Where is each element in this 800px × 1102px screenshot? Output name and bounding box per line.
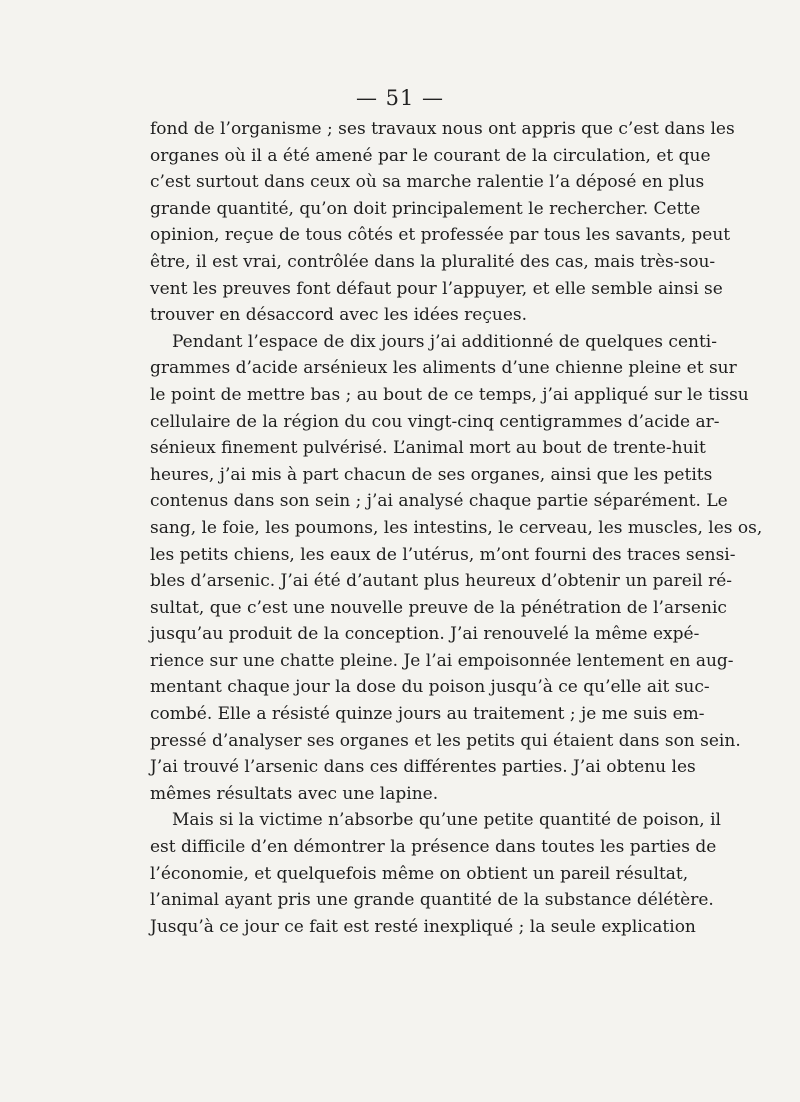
text-line: bles d’arsenic. J’ai été d’autant plus heureux d’obtenir un pareil ré-	[150, 571, 733, 592]
page-number: — 51 —	[355, 86, 445, 110]
text-line: Mais si la victime n’absorbe qu’une petite quantité de poison, il	[172, 810, 721, 831]
text-line: Pendant l’espace de dix jours j’ai additionné de quelques centi-	[172, 331, 717, 352]
text-line: est difficile d’en démontrer la présence dans toutes les parties de	[150, 837, 717, 858]
text-line: Jusqu’à ce jour ce fait est resté inexpliqué ; la seule explication	[150, 916, 696, 937]
text-line: fond de l’organisme ; ses travaux nous ont appris que c’est dans les	[150, 119, 735, 139]
text-line: mentant chaque jour la dose du poison jusqu’à ce qu’elle ait suc-	[150, 677, 710, 698]
text-line: vent les preuves font défaut pour l’appuyer, et elle semble ainsi se	[150, 278, 723, 299]
text-line: trouver en désaccord avec les idées reçues.	[150, 305, 528, 326]
text-line: contenus dans son sein ; j’ai analysé chaque partie séparément. Le	[150, 491, 728, 512]
text-line: combé. Elle a résisté quinze jours au traitement ; je me suis em-	[150, 704, 705, 725]
text-line: cellulaire de la région du cou vingt-cinq centigrammes d’acide ar-	[150, 411, 720, 432]
text-line: organes où il a été amené par le courant de la circulation, et que	[150, 145, 711, 166]
text-line: sénieux finement pulvérisé. L’animal mort au bout de trente-huit	[150, 438, 706, 459]
text-line: jusqu’au produit de la conception. J’ai renouvelé la même expé-	[150, 624, 700, 645]
text-line: le point de mettre bas ; au bout de ce temps, j’ai appliqué sur le tissu	[150, 384, 749, 405]
paragraph-1	[150, 116, 735, 329]
text-line: heures, j’ai mis à part chacun de ses organes, ainsi que les petits	[150, 464, 713, 485]
text-line: les petits chiens, les eaux de l’utérus, m’ont fourni des traces sensi-	[150, 544, 736, 565]
text-line: l’économie, et quelquefois même on obtient un pareil résultat,	[150, 863, 689, 884]
text-line: mêmes résultats avec une lapine.	[150, 783, 439, 804]
text-line: grammes d’acide arsénieux les aliments d’une chienne pleine et sur	[150, 358, 737, 379]
text-line: sultat, que c’est une nouvelle preuve de la pénétration de l’arsenic	[150, 597, 727, 618]
text-line: opinion, reçue de tous côtés et professée par tous les savants, peut	[150, 225, 731, 246]
text-line: être, il est vrai, contrôlée dans la pluralité des cas, mais très-sou-	[150, 251, 716, 272]
text-line: J’ai trouvé l’arsenic dans ces différentes parties. J’ai obtenu les	[150, 757, 696, 778]
text-line: sang, le foie, les poumons, les intestins, le cerveau, les muscles, les os,	[150, 517, 763, 538]
text-line: rience sur une chatte pleine. Je l’ai empoisonnée lentement en aug-	[150, 650, 734, 671]
paragraph-3	[150, 807, 721, 940]
text-line: c’est surtout dans ceux où sa marche ralentie l’a déposé en plus	[150, 172, 705, 193]
text-line: grande quantité, qu’on doit principalement le rechercher. Cette	[150, 198, 701, 219]
text-line: l’animal ayant pris une grande quantité de la substance délétère.	[150, 890, 714, 911]
body-text	[150, 116, 763, 940]
text-line: pressé d’analyser ses organes et les petits qui étaient dans son sein.	[150, 730, 741, 751]
paragraph-2	[150, 329, 763, 808]
